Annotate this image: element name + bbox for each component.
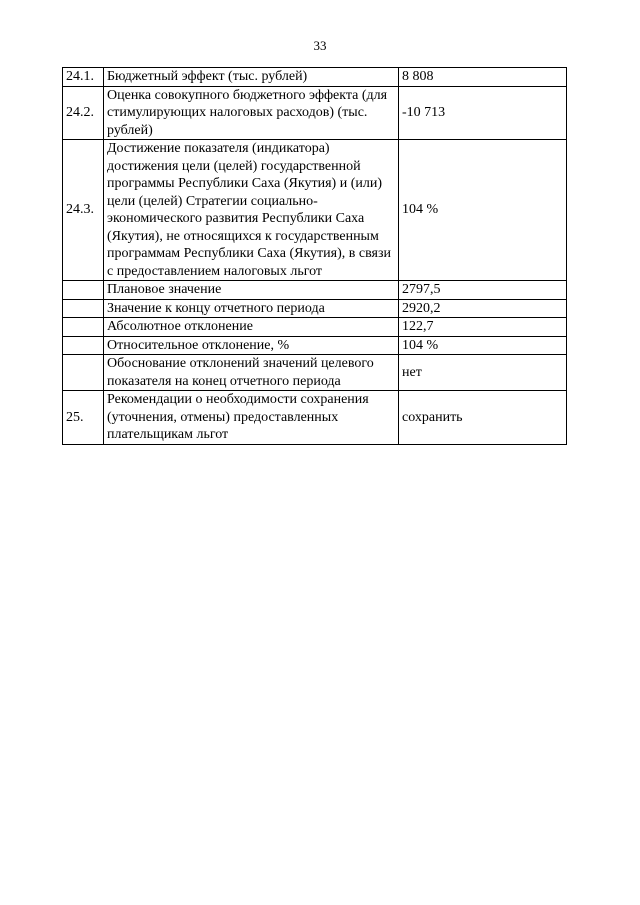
table-row: [63, 140, 567, 281]
table-row: [63, 355, 567, 391]
row-number: [63, 299, 104, 318]
row-value: 2920,2: [399, 299, 567, 318]
table-row: [63, 281, 567, 300]
table-row: [63, 336, 567, 355]
row-value: 104 %: [399, 336, 567, 355]
row-value: нет: [399, 355, 567, 391]
row-description: Абсолютное отклонение: [104, 318, 399, 337]
row-description: Бюджетный эффект (тыс. рублей): [104, 68, 399, 87]
table-row: [63, 299, 567, 318]
row-description: Плановое значение: [104, 281, 399, 300]
row-value: сохранить: [399, 391, 567, 445]
row-description: Относительное отклонение, %: [104, 336, 399, 355]
row-value: 122,7: [399, 318, 567, 337]
row-number: [63, 318, 104, 337]
table-row: [63, 68, 567, 87]
table-row: [63, 318, 567, 337]
row-description: Достижение показателя (индикатора) достижения цели (целей) государственной программы Республики Саха (Якутия) и (или) цели (целей) Стратегии социально-экономического развития Республики Саха (Якутия), не относящихся к государственным программам Республики Саха (Якутия), в связи с предоставлением налоговых льгот: [104, 140, 399, 281]
row-number: [63, 336, 104, 355]
row-number: 24.1.: [63, 68, 104, 87]
tax-expenditure-table: [62, 67, 567, 445]
row-value: 104 %: [399, 140, 567, 281]
row-description: Обоснование отклонений значений целевого показателя на конец отчетного периода: [104, 355, 399, 391]
row-number: 24.2.: [63, 86, 104, 140]
table-row: [63, 86, 567, 140]
row-value: 8 808: [399, 68, 567, 87]
row-number: [63, 355, 104, 391]
row-description: Рекомендации о необходимости сохранения (уточнения, отмены) предоставленных плательщикам льгот: [104, 391, 399, 445]
page-number: 33: [313, 38, 327, 53]
row-description: Значение к концу отчетного периода: [104, 299, 399, 318]
row-number: [63, 281, 104, 300]
row-number: 25.: [63, 391, 104, 445]
row-value: -10 713: [399, 86, 567, 140]
row-description: Оценка совокупного бюджетного эффекта (для стимулирующих налоговых расходов) (тыс. рублей): [104, 86, 399, 140]
row-number: 24.3.: [63, 140, 104, 281]
row-value: 2797,5: [399, 281, 567, 300]
table-row: [63, 391, 567, 445]
